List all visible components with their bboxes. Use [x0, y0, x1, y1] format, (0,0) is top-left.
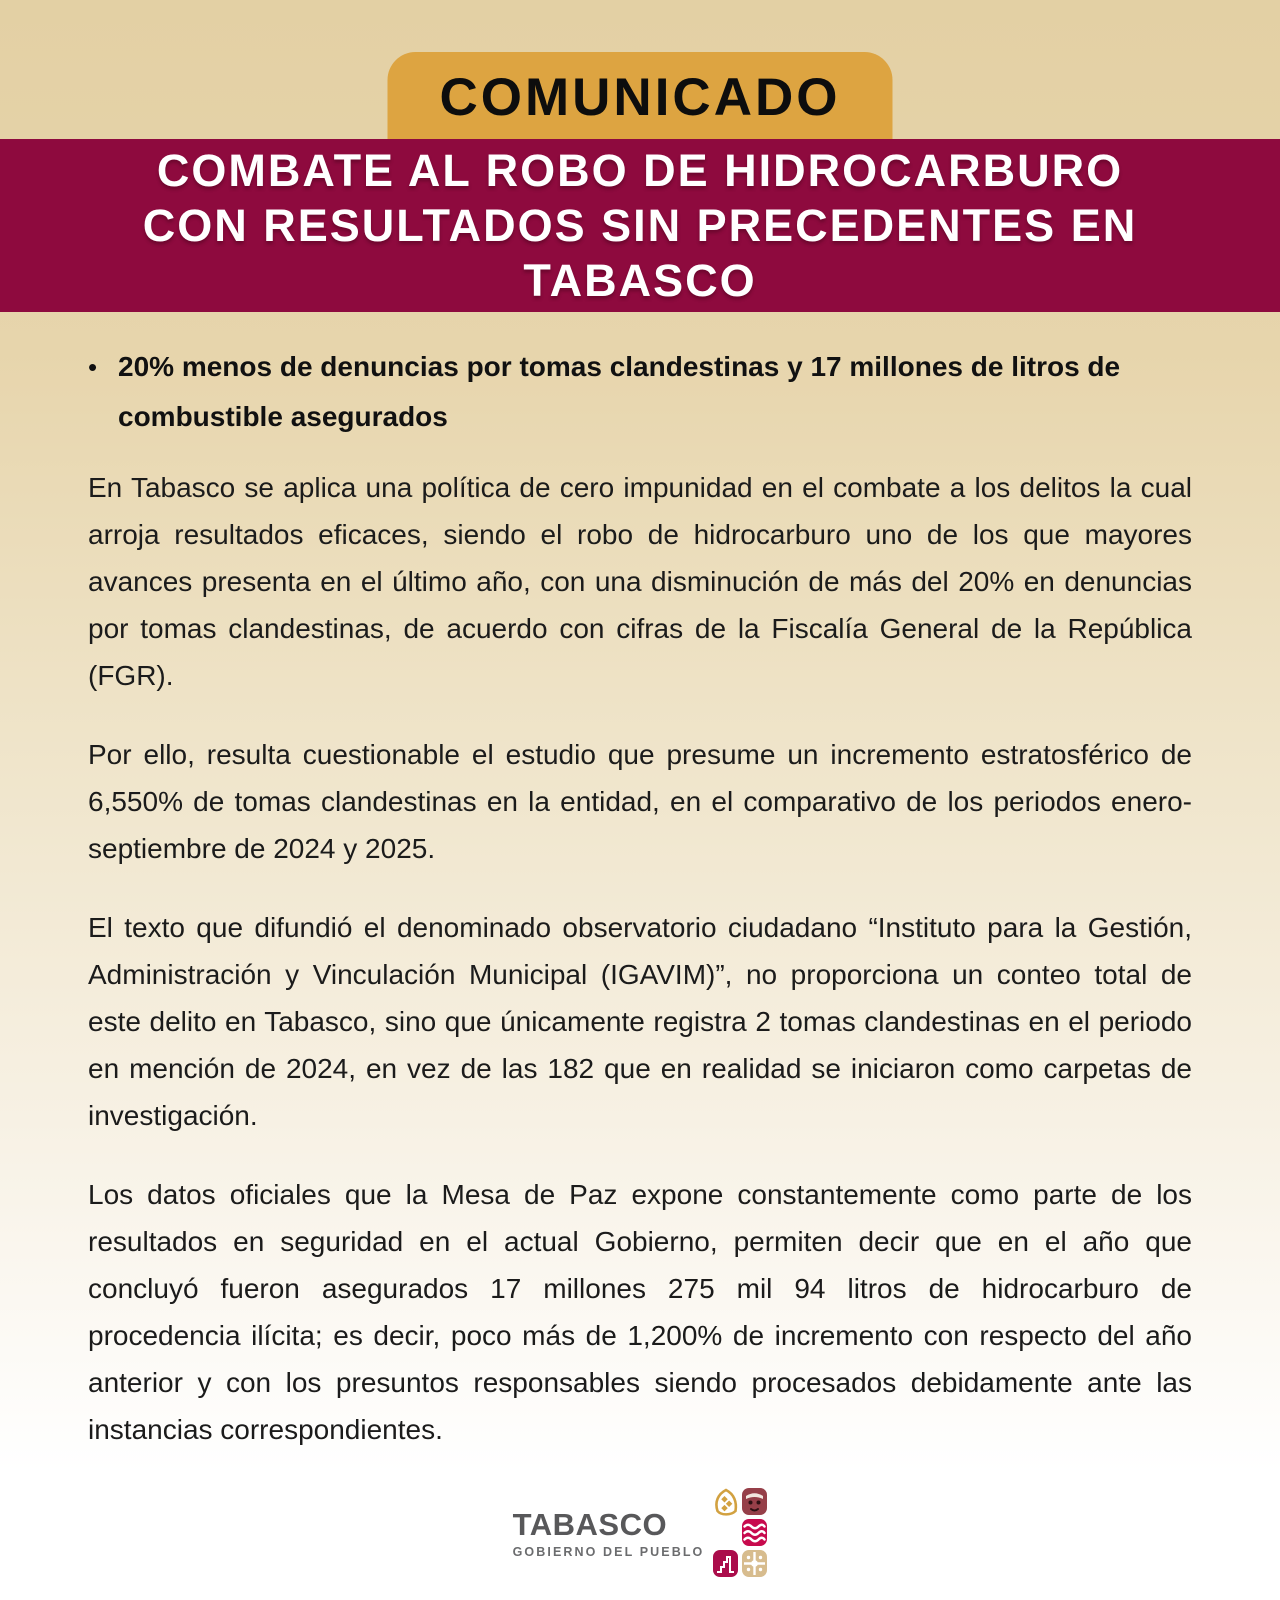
tabasco-emblem-icon: [713, 1488, 767, 1578]
paragraph-2: Por ello, resulta cuestionable el estudio que presume un incremento estratosférico de 6,550% de tomas clandestinas en la entidad, en el comparativo de los periodos enero-septiembre de 2024 y 2025.: [88, 739, 1192, 864]
olmec-head-glyph-icon: [742, 1488, 767, 1515]
paragraph-3: El texto que difundió el denominado observatorio ciudadano “Instituto para la Gestión, Administración y Vinculación Municipal (IGAVIM)”, no proporciona un conteo total de este delito en Tabasco, sino que únicamente registra 2 tomas clandestinas en el periodo en mención de 2024, en vez de las 182 que en realidad se iniciaron como carpetas de investigación.: [88, 912, 1192, 1131]
page-title-line-3: TABASCO: [523, 255, 757, 306]
page-title-line-1: COMBATE AL ROBO DE HIDROCARBURO: [156, 145, 1124, 196]
tabasco-government-logo: [513, 1488, 768, 1578]
title-banner: [0, 139, 1280, 312]
paragraph-1: En Tabasco se aplica una política de cero impunidad en el combate a los delitos la cual arroja resultados eficaces, siendo el robo de hidrocarburo uno de los que mayores avances presenta en el último año, con una disminución de más del 20% en denuncias por tomas clandestinas, de acuerdo con cifras de la Fiscalía General de la República (FGR).: [88, 472, 1192, 691]
logo-brand-label: TABASCO: [512, 1506, 668, 1542]
bullet-icon: •: [88, 352, 98, 382]
four-petal-glyph-icon: [742, 1550, 767, 1577]
highlight-bullet-text: 20% menos de denuncias por tomas clandestinas y 17 millones de litros de combustible asegurados: [118, 351, 1121, 432]
leaf-glyph-icon: [717, 1490, 736, 1514]
body-content: [88, 342, 1192, 1485]
pyramid-glyph-icon: [713, 1550, 738, 1577]
footer: [0, 1488, 1280, 1578]
highlight-bullet: [88, 342, 1192, 442]
comunicado-badge: [388, 52, 893, 143]
logo-text-block: [513, 1508, 705, 1559]
logo-tagline-label: GOBIERNO DEL PUEBLO: [512, 1544, 705, 1559]
waves-glyph-icon: [742, 1519, 767, 1546]
paragraph-4: Los datos oficiales que la Mesa de Paz expone constantemente como parte de los resultados en seguridad en el actual Gobierno, permiten decir que en el año que concluyó fueron asegurados 17 millones 275 mil 94 litros de hidrocarburo de procedencia ilícita; es decir, poco más de 1,200% de incremento con respecto del año anterior y con los presuntos responsables siendo procesados debidamente ante las instancias correspondientes.: [88, 1179, 1192, 1445]
page-title-line-2: CON RESULTADOS SIN PRECEDENTES EN: [142, 200, 1138, 251]
comunicado-badge-label: COMUNICADO: [439, 68, 841, 127]
